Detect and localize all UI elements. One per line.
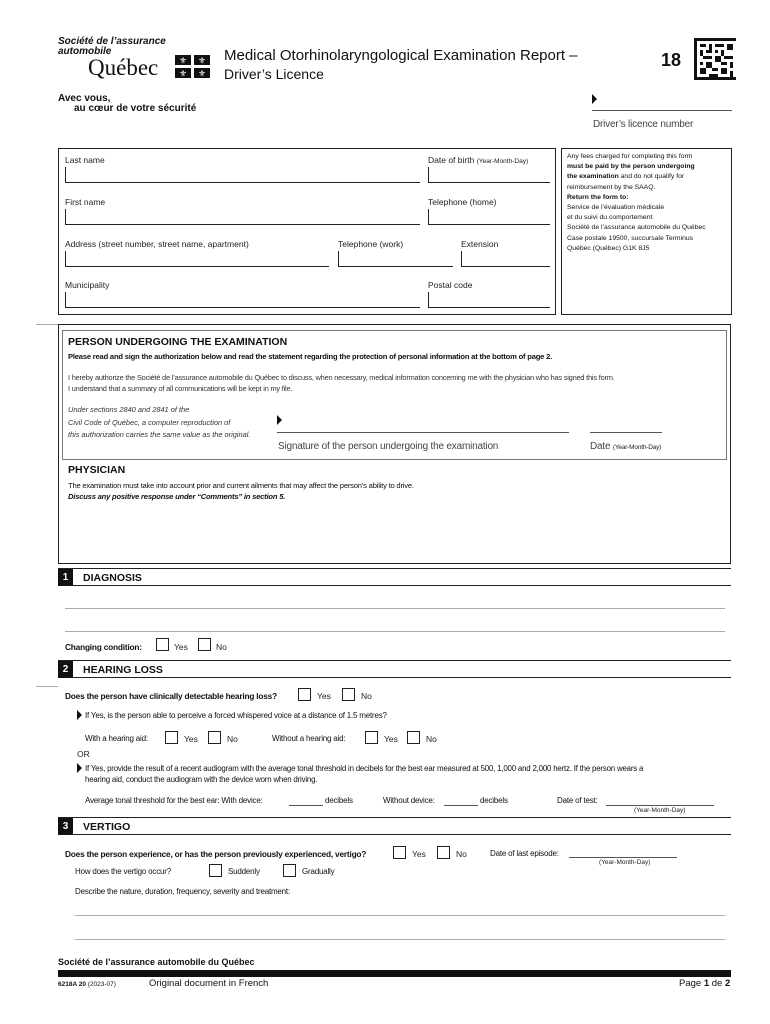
fees-line2: must be paid by the person undergoing [567,163,695,171]
return-line5: Québec (Québec) G1K 8J5 [567,244,650,252]
vertigo-yes-label: Yes [412,849,426,859]
signature-pointer-icon [277,415,282,425]
date-of-test-field[interactable] [606,805,714,806]
without-device-unit: decibels [480,796,508,805]
authorization-line2: I understand that a summary of all communications will be kept in my file. [68,384,293,393]
without-aid-no-label: No [426,734,437,744]
changing-condition-yes-checkbox[interactable] [156,638,169,651]
slogan-line2: au cœur de votre sécurité [74,103,197,114]
audiogram-line2: hearing aid, conduct the audiogram with the device worn when driving. [85,775,318,784]
physician-line1: The examination must take into account prior and current ailments that may affect the person’s ability to drive. [68,481,414,490]
civil-code-note: Under sections 2840 and 2841 of the Civil Code of Québec, a computer reproduction of this authorization carries the same value as the original. [68,405,251,439]
whisper-pointer-icon [77,710,82,720]
hearing-no-label: No [361,691,372,701]
dob-field[interactable] [428,167,550,183]
svg-text:⚜: ⚜ [197,56,207,67]
gradually-label: Gradually [302,867,335,876]
changing-condition-label: Changing condition: [65,642,142,652]
diagnosis-line1[interactable] [65,608,725,609]
with-aid-yes-checkbox[interactable] [165,731,178,744]
vertigo-question: Does the person experience, or has the person previously experienced, vertigo? [65,849,367,859]
return-line1: Service de l’évaluation médicale [567,204,665,212]
return-line2: et du suivi du comportement [567,214,653,222]
margin-tick [36,686,58,687]
signature-date-label: Date (Year-Month-Day) [590,441,662,452]
quebec-flag-logo [175,55,211,79]
without-aid-no-checkbox[interactable] [407,731,420,744]
org-quebec-wordmark: Québec [88,55,159,80]
vertigo-no-checkbox[interactable] [437,846,450,859]
dob-label: Date of birth (Year-Month-Day) [428,155,529,165]
tel-work-label: Telephone (work) [338,239,404,249]
whisper-question: If Yes, is the person able to perceive a forced whispered voice at a distance of 1.5 metres? [85,711,387,720]
with-aid-label: With a hearing aid: [85,734,148,743]
hearing-question: Does the person have clinically detectable hearing loss? [65,691,277,701]
fees-text [567,152,729,254]
audiogram-line1: If Yes, provide the result of a recent audiogram with the average tonal threshold in decibels for the best ear measured at 500, 1,000 and 2,000 hertz. If the person wears a [85,764,644,773]
tel-work-field[interactable] [338,251,453,267]
org-name-line1: Société de l’assurance [58,36,166,47]
without-aid-yes-label: Yes [384,734,398,744]
vertigo-how-label: How does the vertigo occur? [75,867,171,876]
form-barcode [694,38,736,80]
changing-condition-yes-label: Yes [174,642,188,652]
fees-line1: Any fees charged for completing this form [567,153,693,160]
without-device-label: Without device: [383,796,435,805]
diagnosis-line2[interactable] [65,631,725,632]
last-episode-format: (Year-Month-Day) [599,859,651,866]
with-device-unit: decibels [325,796,353,805]
audiogram-pointer-icon [77,763,82,773]
section-title: DIAGNOSIS [83,572,142,584]
tel-home-label: Telephone (home) [428,197,497,207]
form-title-line2: Driver’s Licence [224,66,324,82]
diagnosis-section-header [58,568,731,586]
extension-field[interactable] [461,251,550,267]
dob-format: (Year-Month-Day) [476,158,529,165]
last-name-field[interactable] [65,167,420,183]
footer-form-code: 6218A 20 (2023-07) [58,981,116,988]
address-field[interactable] [65,251,329,267]
fees-line4: reimbursement by the SAAQ. [567,183,656,191]
date-of-test-format: (Year-Month-Day) [634,807,686,814]
return-line4: Case postale 19500, succursale Terminus [567,234,694,242]
physician-section-title: PHYSICIAN [68,464,126,476]
physician-line2: Discuss any positive response under “Comments” in section 5. [68,492,286,501]
signature-label: Signature of the person undergoing the examination [278,441,499,452]
licence-pointer-icon [592,94,597,104]
last-episode-field[interactable] [569,857,677,858]
fees-line3: the examination and do not qualify for [567,173,685,181]
footer-rule [58,970,731,977]
without-aid-yes-checkbox[interactable] [365,731,378,744]
postal-code-label: Postal code [428,280,473,290]
tel-home-field[interactable] [428,209,550,225]
without-device-field[interactable] [444,805,478,806]
gradually-checkbox[interactable] [283,864,296,877]
authorization-line1: I hereby authorize the Société de l’assurance automobile du Québec to discuss, when necessary, medical information concerning me with the physician who has signed this form. [68,373,615,382]
hearing-yes-label: Yes [317,691,331,701]
address-label: Address (street number, street name, apartment) [65,239,249,249]
org-name-line2: automobile [58,46,112,57]
licence-number-field[interactable] [592,110,732,111]
svg-text:⚜: ⚜ [178,56,188,67]
date-of-test-label: Date of test: [557,796,598,805]
section-number: 3 [58,818,73,835]
suddenly-label: Suddenly [228,867,260,876]
with-aid-yes-label: Yes [184,734,198,744]
vertigo-no-label: No [456,849,467,859]
svg-text:⚜: ⚜ [178,69,188,79]
vertigo-describe-line2[interactable] [75,939,725,940]
vertigo-yes-checkbox[interactable] [393,846,406,859]
hearing-section-header [58,660,731,678]
hearing-no-checkbox[interactable] [342,688,355,701]
vertigo-describe-line1[interactable] [75,915,725,916]
footer-page-number: Page 1 de 2 [679,978,731,989]
person-section-title: PERSON UNDERGOING THE EXAMINATION [68,336,288,348]
hearing-yes-checkbox[interactable] [298,688,311,701]
without-aid-label: Without a hearing aid: [272,734,346,743]
person-instruction: Please read and sign the authorization below and read the statement regarding the protection of personal information at the bottom of page 2. [68,352,553,361]
signature-date-format: (Year-Month-Day) [612,444,662,451]
margin-tick [36,324,58,325]
postal-code-field[interactable] [428,292,550,308]
first-name-field[interactable] [65,209,420,225]
section-title: HEARING LOSS [83,664,163,676]
changing-condition-no-label: No [216,642,227,652]
municipality-label: Municipality [65,280,110,290]
municipality-field[interactable] [65,292,420,308]
signature-field[interactable] [277,432,569,433]
extension-label: Extension [461,239,499,249]
footer-org-name: Société de l’assurance automobile du Québec [58,957,255,967]
section-number: 2 [58,661,73,678]
svg-text:⚜: ⚜ [197,69,207,79]
with-aid-no-label: No [227,734,238,744]
vertigo-describe-label: Describe the nature, duration, frequency, severity and treatment: [75,887,290,896]
with-aid-no-checkbox[interactable] [208,731,221,744]
changing-condition-no-checkbox[interactable] [198,638,211,651]
return-title: Return the form to: [567,193,629,201]
licence-number-label: Driver’s licence number [593,119,694,130]
return-line3: Société de l’assurance automobile du Québec [567,224,706,232]
first-name-label: First name [65,197,106,207]
footer-original-note: Original document in French [149,978,269,989]
form-title-line1: Medical Otorhinolaryngological Examination Report – [224,47,578,64]
with-device-field[interactable] [289,805,323,806]
section-title: VERTIGO [83,821,131,833]
last-name-label: Last name [65,155,105,165]
vertigo-section-header [58,817,731,835]
suddenly-checkbox[interactable] [209,864,222,877]
section-number: 1 [58,569,73,586]
slogan-line1: Avec vous, [58,93,111,104]
signature-date-field[interactable] [590,432,662,433]
form-number: 18 [661,50,682,70]
avg-threshold-label: Average tonal threshold for the best ear: With device: [85,796,263,805]
last-episode-label: Date of last episode: [490,849,559,858]
or-label: OR [77,749,90,759]
